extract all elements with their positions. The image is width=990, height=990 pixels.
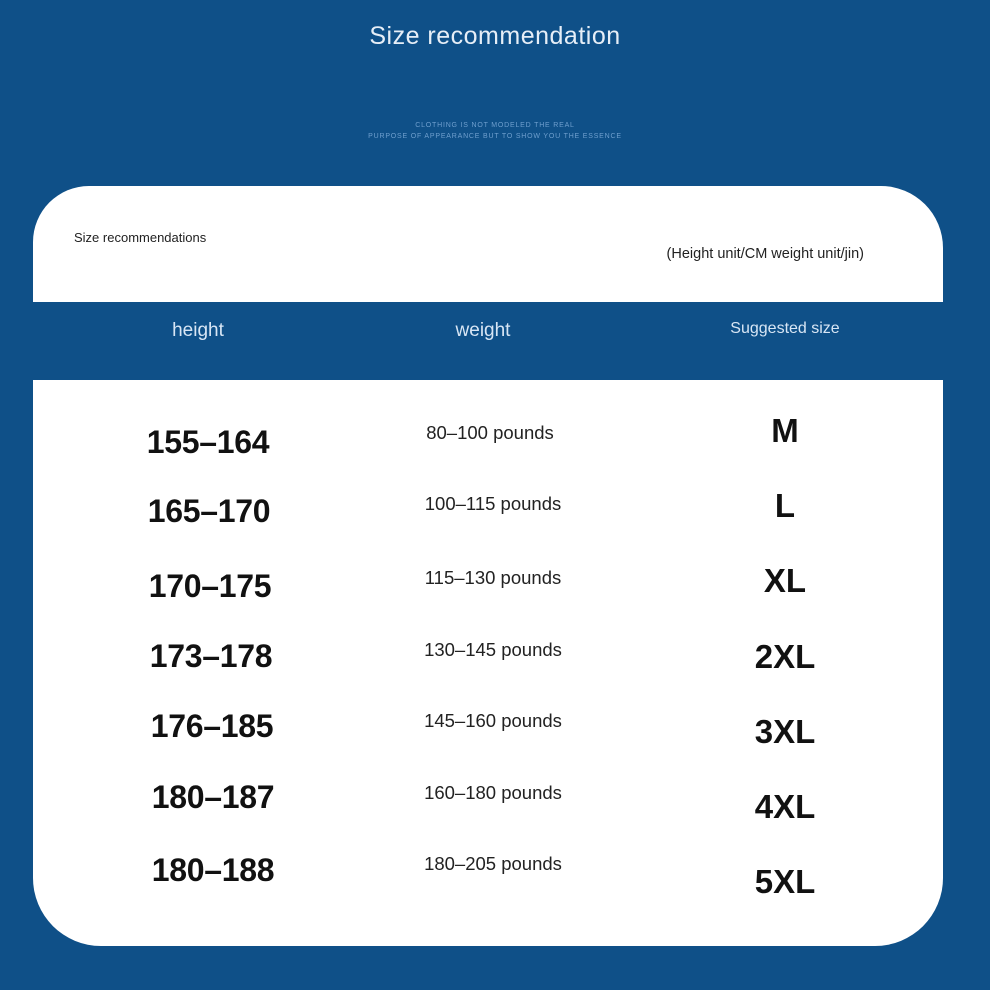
subtitle-line-2: PURPOSE OF APPEARANCE BUT TO SHOW YOU THE ESSENCE <box>368 133 622 140</box>
row-5-weight: 145–160 pounds <box>424 710 562 731</box>
size-table <box>33 380 943 946</box>
column-header-height: height <box>172 320 224 341</box>
row-1-height: 155–164 <box>146 424 270 460</box>
page-subtitle <box>300 120 690 142</box>
unit-note: (Height unit/CM weight unit/jin) <box>666 246 864 262</box>
row-1-weight: 80–100 pounds <box>426 422 554 443</box>
column-header-weight: weight <box>455 320 511 341</box>
header-card <box>33 186 943 302</box>
row-7-height: 180–188 <box>151 852 275 888</box>
row-5-height: 176–185 <box>150 708 274 744</box>
row-6-size: 4XL <box>754 788 816 825</box>
row-1-size: M <box>771 412 799 449</box>
row-3-size: XL <box>763 562 807 599</box>
row-2-weight: 100–115 pounds <box>424 493 562 514</box>
row-4-weight: 130–145 pounds <box>424 639 562 660</box>
row-5-size: 3XL <box>754 713 816 750</box>
row-6-weight: 160–180 pounds <box>424 782 562 803</box>
row-7-weight: 180–205 pounds <box>424 853 562 874</box>
row-4-size: 2XL <box>754 638 816 675</box>
row-6-height: 180–187 <box>151 779 275 815</box>
subtitle-line-1: CLOTHING IS NOT MODELED THE REAL <box>415 122 575 129</box>
page-title: Size recommendation <box>369 22 621 50</box>
row-4-height: 173–178 <box>149 638 273 674</box>
column-header-size: Suggested size <box>730 320 840 337</box>
row-3-height: 170–175 <box>148 568 272 604</box>
row-2-size: L <box>774 487 796 524</box>
row-7-size: 5XL <box>754 863 816 900</box>
row-2-height: 165–170 <box>147 493 271 529</box>
row-3-weight: 115–130 pounds <box>424 567 562 588</box>
size-recommendations-label: Size recommendations <box>74 230 207 245</box>
